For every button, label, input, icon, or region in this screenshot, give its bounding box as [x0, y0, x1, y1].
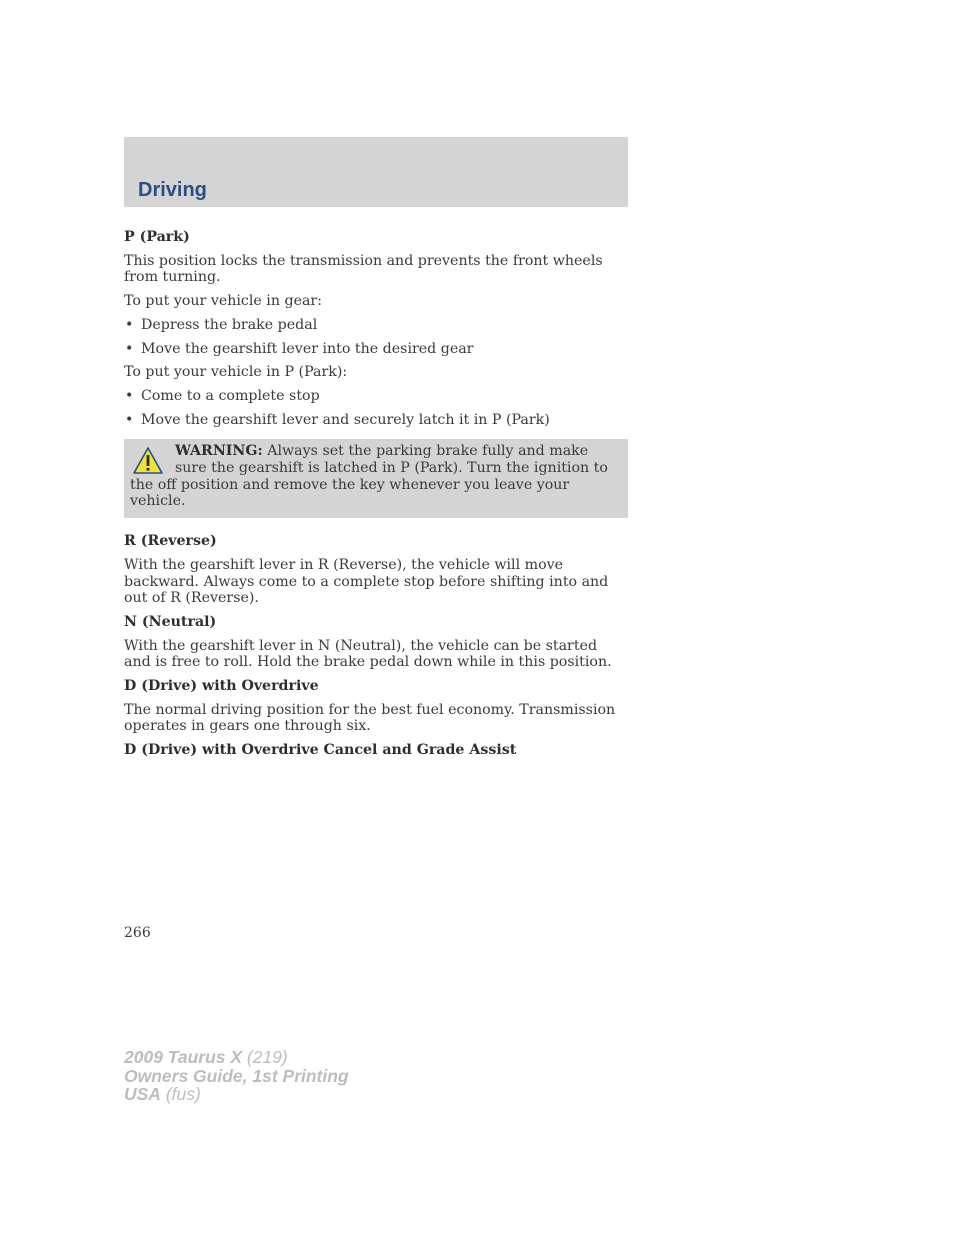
section-header: [124, 137, 628, 207]
warning-triangle-icon: [132, 446, 164, 476]
bullet-icon: •: [125, 340, 134, 357]
drive-text: The normal driving position for the best fuel economy. Transmission operates in gears one through six.: [124, 701, 616, 735]
bullet-icon: •: [125, 411, 134, 428]
park-intro: This position locks the transmission and prevents the front wheels from turning.: [124, 252, 603, 286]
model-line: [124, 1048, 349, 1067]
bullet-icon: •: [125, 316, 134, 333]
park-steps-list: [124, 388, 628, 428]
list-item: [124, 317, 628, 334]
warning-label: WARNING:: [175, 443, 263, 460]
list-item-text: Come to a complete stop: [141, 387, 320, 404]
reverse-heading: R (Reverse): [124, 533, 217, 550]
reverse-text: With the gearshift lever in R (Reverse), the vehicle will move backward. Always come to a complete stop before shifting into and out of R (Reverse).: [124, 556, 609, 607]
gear-steps-list: [124, 317, 628, 357]
page-content: [124, 229, 628, 766]
neutral-text: With the gearshift lever in N (Neutral), the vehicle can be started and is free to roll. Hold the brake pedal down while in this position.: [124, 637, 612, 671]
park-heading: P (Park): [124, 229, 190, 245]
drive-heading: D (Drive) with Overdrive: [124, 678, 319, 695]
section-title: Driving: [138, 179, 207, 201]
bullet-icon: •: [125, 387, 134, 404]
publication-info: [124, 1048, 349, 1104]
list-item-text: Move the gearshift lever and securely latch it in P (Park): [141, 411, 550, 428]
warning-text: Always set the parking brake fully and make sure the gearshift is latched in P (Park). Turn the ignition to the off position and remove the key whenever you leave your vehicle.: [130, 443, 608, 510]
model-name: 2009 Taurus X: [124, 1047, 243, 1067]
list-item: [124, 388, 628, 405]
warning-box: [124, 439, 628, 518]
guide-line: Owners Guide, 1st Printing: [124, 1065, 349, 1086]
park-lead: To put your vehicle in P (Park):: [124, 364, 348, 381]
market-code: (fus): [160, 1084, 201, 1104]
market-line: [124, 1085, 349, 1104]
drive-cancel-heading: D (Drive) with Overdrive Cancel and Grade Assist: [124, 742, 517, 759]
list-item: [124, 341, 628, 358]
list-item-text: Move the gearshift lever into the desired gear: [141, 340, 474, 357]
model-code: (219): [242, 1047, 288, 1067]
neutral-heading: N (Neutral): [124, 613, 217, 630]
market-name: USA: [124, 1084, 161, 1104]
page-number: 266: [124, 925, 151, 941]
list-item: [124, 412, 628, 429]
list-item-text: Depress the brake pedal: [141, 316, 318, 333]
gear-lead: To put your vehicle in gear:: [124, 293, 322, 310]
